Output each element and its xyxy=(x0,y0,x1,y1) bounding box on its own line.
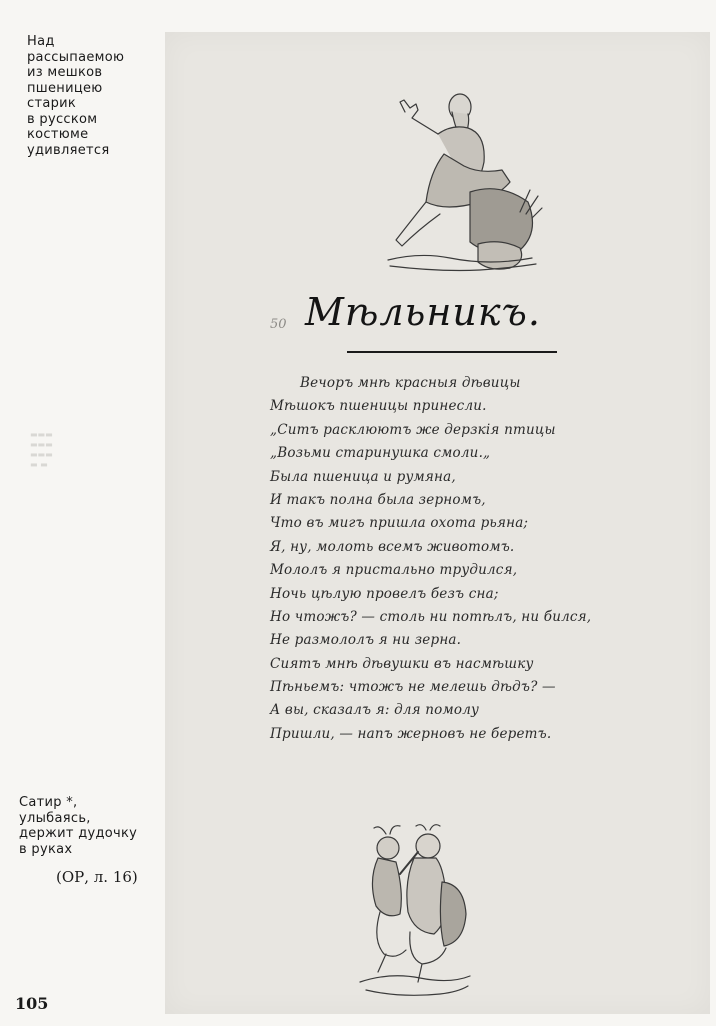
show-through-line: ▬ ▬ xyxy=(30,460,48,469)
caption-top xyxy=(27,34,147,158)
satyr-with-pipe-illustration xyxy=(330,822,480,1007)
caption-top-line: в русском xyxy=(27,111,98,127)
manuscript-page xyxy=(165,32,710,1014)
show-through-text xyxy=(30,430,72,470)
caption-top-line: пшеницею xyxy=(27,80,103,96)
poem-line: Но чтожъ? — столь ни потѣлъ, ни бился, xyxy=(270,608,592,625)
caption-top-line: рассыпаемою xyxy=(27,49,125,65)
show-through-line: ▬▬▬ xyxy=(30,450,53,459)
caption-top-line: удивляется xyxy=(27,142,110,158)
poem-line: Пришли, — напъ жерновъ не беретъ. xyxy=(270,725,552,742)
poem-line: Мололъ я пристально трудился, xyxy=(270,562,518,579)
caption-top-line: Над xyxy=(27,34,55,49)
caption-bottom-line: держит дудочку xyxy=(19,826,138,841)
caption-bottom-line: в руках xyxy=(19,841,73,857)
poem-line: Ночь цѣлую провелъ безъ сна; xyxy=(270,585,499,602)
poem-line: Не размололъ я ни зерна. xyxy=(270,632,462,649)
poem-line: „Возьми старинушка смоли.„ xyxy=(270,445,491,462)
poem-line: Я, ну, молоть всемъ животомъ. xyxy=(270,538,515,555)
poem-line: Пѣньемъ: чтожъ не мелешь дѣдъ? — xyxy=(270,679,556,696)
show-through-line: ▬▬▬ xyxy=(30,440,53,449)
poem-text xyxy=(270,372,700,746)
title-underline xyxy=(347,351,557,353)
poem-line: Была пшеница и румяна, xyxy=(270,468,456,485)
poem-line: И такъ полна была зерномъ, xyxy=(270,491,486,508)
old-man-sitting-on-rock-illustration xyxy=(360,62,560,302)
folio-number: 50 xyxy=(270,317,287,332)
caption-bottom-line: улыбаясь, xyxy=(19,810,91,826)
poem-line: Сиятъ мнѣ дѣвушки въ насмѣшку xyxy=(270,655,534,672)
page-number: 105 xyxy=(15,994,49,1013)
poem-line: Мѣшокъ пшеницы принесли. xyxy=(270,398,487,415)
poem-line: „Ситъ расклюютъ же дерзкія птицы xyxy=(270,421,556,438)
show-through-line: ▬▬▬ xyxy=(30,430,53,439)
poem-title: Мѣльникъ. xyxy=(305,290,541,334)
caption-top-line: старик xyxy=(27,96,77,111)
poem-line: А вы, сказалъ я: для помолу xyxy=(270,702,480,719)
poem-line: Вечоръ мнѣ красныя дѣвицы xyxy=(300,375,521,391)
caption-bottom-line: Сатир *, xyxy=(19,795,78,810)
caption-top-line: из мешков xyxy=(27,65,103,80)
poem-line: Что въ мигъ пришла охота рьяна; xyxy=(270,515,529,532)
source-reference: (ОР, л. 16) xyxy=(56,868,138,886)
caption-bottom xyxy=(19,795,159,857)
caption-top-line: костюме xyxy=(27,127,89,142)
